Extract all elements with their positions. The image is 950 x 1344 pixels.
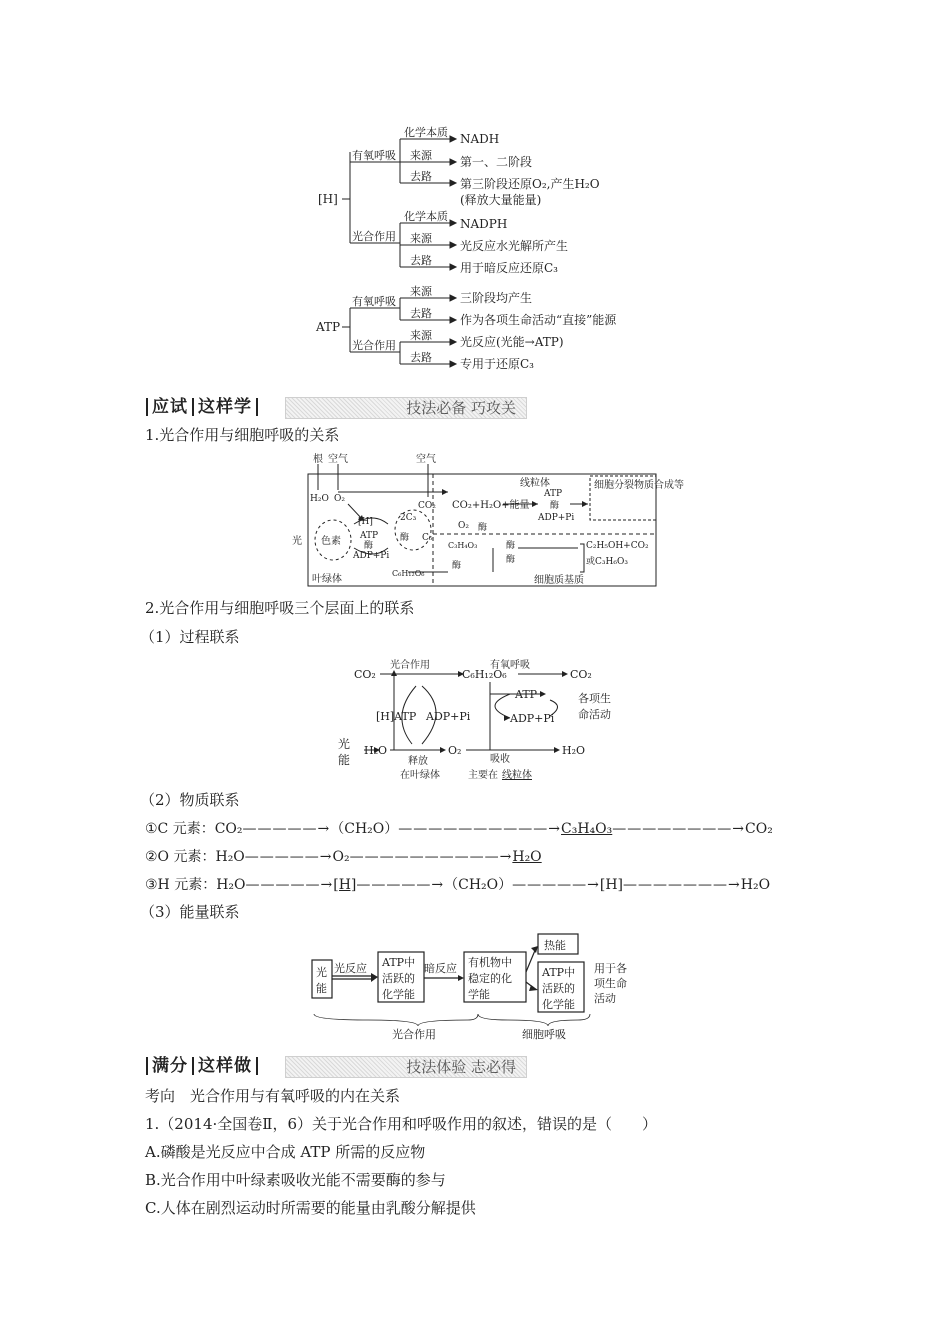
fig3-resp: 细胞呼吸	[522, 1028, 566, 1041]
oxygen-1: H₂O	[215, 849, 245, 865]
fig2-absorb: 吸收	[490, 754, 510, 765]
h-b2-k2: 来源	[410, 232, 432, 245]
fig1-light: 光	[292, 536, 302, 547]
fig1-enz6: 酶	[550, 501, 560, 511]
fig2-life2: 命活动	[578, 708, 611, 721]
arrow: ———————→	[623, 877, 741, 893]
h-b1-v3b: (释放大量能量)	[460, 193, 542, 207]
atp-b1-v2: 作为各项生命活动“直接”能源	[460, 313, 617, 327]
fig3-use1: 用于各	[594, 962, 627, 975]
fig2-mito: 线粒体	[502, 770, 532, 781]
arrow: ——————————→	[349, 849, 513, 865]
process-link-diagram	[330, 656, 630, 784]
fig3-b1a: 光	[316, 966, 327, 979]
fig3-photo: 光合作用	[392, 1028, 436, 1041]
arrow: —————→	[244, 849, 333, 865]
hydrogen-4: [H]	[599, 877, 624, 893]
atp-b2-k2: 去路	[410, 351, 432, 364]
fig1-cytosol: 细胞质基质	[534, 575, 584, 586]
atp-b2-k1: 来源	[410, 329, 432, 342]
arrow: ——————————→	[398, 821, 562, 837]
fig2-adp2: ADP+Pi	[510, 712, 555, 725]
banner-title-a: 满分	[152, 1056, 188, 1076]
atp-b2-v1: 光反应(光能→ATP)	[460, 335, 564, 349]
fig3-use3: 活动	[594, 992, 616, 1005]
banner-tag: 技法必备 巧攻关	[406, 399, 516, 417]
carbon-trace-row	[145, 819, 773, 839]
carbon-1: CO₂	[214, 821, 243, 837]
atp-b1-v1: 三阶段均产生	[460, 291, 533, 305]
oxygen-3: H₂O	[512, 849, 542, 865]
h-b1-k3: 去路	[410, 170, 432, 183]
atp-root: ATP	[316, 320, 341, 334]
hydrogen-5: H₂O	[740, 877, 771, 893]
banner-title-b: 这样学	[198, 397, 252, 417]
h-root: [H]	[318, 192, 338, 206]
fig1-co2: CO₂	[418, 501, 436, 511]
fig1-enzyme: 酶	[364, 541, 374, 551]
atp-branch-photo: 光合作用	[352, 339, 396, 352]
fig1-chloroplast: 叶绿体	[312, 574, 342, 585]
oxygen-2: O₂	[332, 849, 350, 865]
atp-b2-v2: 专用于还原C₃	[460, 357, 534, 371]
option-a[interactable]: A.磷酸是光反应中合成 ATP 所需的反应物	[145, 1143, 426, 1161]
banner-tag: 技法体验 志必得	[406, 1058, 516, 1076]
h-b1-k1: 化学本质	[404, 126, 448, 139]
banner-bar	[285, 1056, 527, 1078]
h-b1-v1: NADH	[460, 132, 500, 146]
hydrogen-1: H₂O	[216, 877, 246, 893]
hydrogen-trace-row	[145, 875, 770, 895]
banner-title-a: 应试	[152, 397, 188, 417]
fig1-mito: 线粒体	[520, 478, 550, 489]
fig3-b3b: 稳定的化	[468, 972, 512, 985]
carbon-label: ①C 元素：	[145, 821, 215, 837]
fig2-glucose: C₆H₁₂O₆	[462, 668, 507, 681]
fig2-o2: O₂	[448, 744, 462, 757]
h-branch-photo: 光合作用	[352, 230, 396, 243]
fig2-atp: ATP	[515, 688, 538, 701]
arrow: —————→	[356, 877, 445, 893]
atp-b1-k1: 来源	[410, 285, 432, 298]
fig2-light1: 光	[338, 737, 351, 751]
h-atp-tree-diagram	[310, 122, 650, 377]
fig3-arrow2: 暗反应	[424, 962, 457, 975]
h-b1-k2: 来源	[410, 149, 432, 162]
banner-bar	[285, 397, 527, 419]
fig1-pyruvate: C₃H₄O₃	[448, 541, 478, 550]
fig3-b4a: ATP中	[542, 966, 576, 979]
h-b2-k1: 化学本质	[404, 210, 448, 223]
sub-heading-material: （2）物质联系	[140, 791, 240, 809]
fig2-photo: 光合作用	[390, 660, 430, 671]
fig3-b3a: 有机物中	[468, 956, 512, 969]
sub-heading-energy: （3）能量联系	[140, 903, 240, 921]
carbon-3: C₃H₄O₃	[561, 821, 613, 837]
fig1-enz5: 酶	[506, 555, 516, 565]
arrow: —————→	[242, 821, 331, 837]
section-heading-2: 2.光合作用与细胞呼吸三个层面上的联系	[145, 599, 415, 617]
banner-title-b: 这样做	[198, 1056, 252, 1076]
fig1-enz4: 酶	[506, 541, 516, 551]
sub-heading-process: （1）过程联系	[140, 628, 240, 646]
fig3-b3c: 学能	[468, 988, 490, 1001]
fig1-enzyme-cycle: 酶	[400, 533, 410, 543]
fig2-h2o: H₂O	[364, 744, 388, 757]
hydrogen-2: [H]	[333, 877, 357, 893]
oxygen-trace-row	[145, 847, 542, 867]
fig1-enz2: 酶	[452, 561, 462, 571]
fig2-aer: 有氧呼吸	[490, 660, 530, 671]
fig1-enz3: 酶	[478, 523, 488, 533]
fig3-b1b: 能	[316, 982, 327, 995]
fig1-2c3: 2C₃	[400, 513, 417, 523]
fig2-release: 释放	[408, 756, 428, 767]
fig3-b2a: ATP中	[382, 956, 416, 969]
fig2-light2: 能	[338, 753, 351, 767]
fig2-co2a: CO₂	[354, 668, 376, 681]
section-banner-study	[142, 394, 527, 420]
fig1-c5: C₅	[422, 533, 433, 543]
fig3-b2b: 活跃的	[382, 972, 415, 985]
carbon-2: （CH₂O）	[330, 821, 399, 837]
h-b2-v1: NADPH	[460, 217, 508, 231]
fig2-hatp: [H]ATP	[376, 710, 417, 723]
h-branch-aerobic: 有氧呼吸	[352, 149, 396, 162]
h-b1-v2: 第一、二阶段	[460, 155, 533, 169]
h-b2-v3: 用于暗反应还原C₃	[460, 261, 558, 275]
fig1-box-label: 细胞分裂物质合成等	[594, 480, 684, 491]
fig2-life1: 各项生	[578, 692, 611, 705]
fig1-root: 根	[313, 454, 323, 465]
section-banner-practice	[142, 1053, 527, 1079]
fig1-o2: O₂	[334, 494, 345, 504]
fig3-b2c: 化学能	[382, 988, 415, 1001]
option-b[interactable]: B.光合作用中叶绿素吸收光能不需要酶的参与	[145, 1171, 446, 1189]
fig2-co2b: CO₂	[570, 668, 592, 681]
fig1-o2b: O₂	[458, 521, 469, 531]
option-c[interactable]: C.人体在剧烈运动时所需要的能量由乳酸分解提供	[145, 1199, 476, 1217]
hydrogen-3: （CH₂O）	[444, 877, 513, 893]
fig3-b4c: 化学能	[542, 998, 575, 1011]
fig1-adp2: ADP+Pi	[538, 513, 575, 523]
arrow: —————→	[512, 877, 600, 893]
question-1: 1.（2014·全国卷Ⅱ，6）关于光合作用和呼吸作用的叙述，错误的是（ ）	[145, 1115, 657, 1133]
fig1-air1: 空气	[328, 454, 348, 465]
hydrogen-label: ③H 元素：	[145, 877, 217, 893]
oxygen-label: ②O 元素：	[145, 849, 216, 865]
fig3-use2: 项生命	[594, 977, 627, 990]
carbon-4: CO₂	[745, 821, 773, 837]
fig1-adp: ADP+Pi	[353, 551, 390, 561]
arrow: —————→	[245, 877, 334, 893]
fig3-heat: 热能	[544, 939, 566, 952]
h-b2-k3: 去路	[410, 254, 432, 267]
fig1-pigment: 色素	[321, 536, 341, 547]
h-b2-v2: 光反应水光解所产生	[460, 239, 569, 253]
arrow: ————————→	[612, 821, 745, 837]
fig2-adp: ADP+Pi	[426, 710, 471, 723]
atp-b1-k2: 去路	[410, 307, 432, 320]
fig1-air2: 空气	[416, 454, 436, 465]
photosynthesis-respiration-diagram	[288, 452, 684, 592]
fig1-h2o: H₂O	[310, 494, 329, 504]
fig2-mainly: 主要在	[468, 770, 498, 781]
fig2-h2ob: H₂O	[562, 744, 586, 757]
fig1-glucose: C₆H₁₂O₆	[392, 569, 425, 578]
fig1-ferm1: C₂H₅OH+CO₂	[586, 541, 649, 551]
fig1-ferm2: 或C₃H₆O₃	[586, 557, 628, 567]
energy-link-diagram	[308, 932, 658, 1042]
section-heading-1: 1.光合作用与细胞呼吸的关系	[145, 426, 340, 444]
fig1-h: [H]	[358, 517, 373, 527]
fig3-arrow1: 光反应	[334, 962, 367, 975]
fig2-inchloro: 在叶绿体	[400, 770, 440, 781]
exam-direction: 考向 光合作用与有氧呼吸的内在关系	[145, 1087, 401, 1105]
fig1-atp2: ATP	[544, 489, 563, 499]
atp-branch-aerobic: 有氧呼吸	[352, 295, 396, 308]
h-b1-v3a: 第三阶段还原O₂,产生H₂O	[460, 177, 600, 191]
fig1-atp: ATP	[360, 531, 379, 541]
fig1-mito-eq: CO₂+H₂O+能量	[452, 500, 530, 511]
fig3-b4b: 活跃的	[542, 982, 575, 995]
